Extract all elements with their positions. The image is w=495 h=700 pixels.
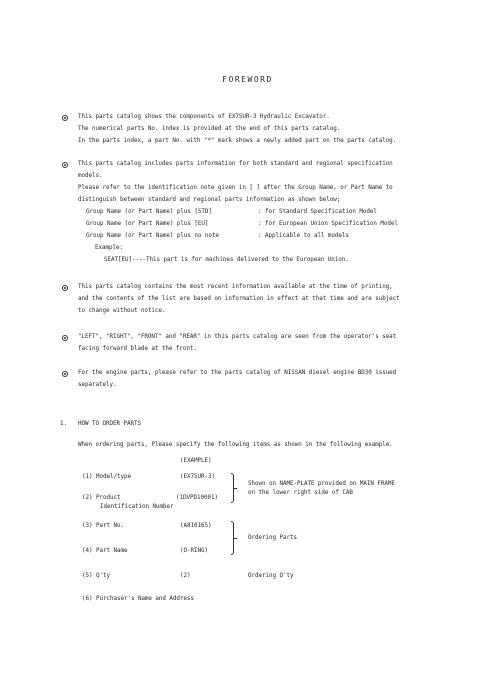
spec-table-left: Group Name (or Part Name) plus [EU] xyxy=(86,221,209,227)
para2-line: distinguish between standard and regional parts information as shown below; xyxy=(78,197,341,203)
item-label: (6) Purchaser's Name and Address xyxy=(82,596,194,602)
spec-table-right: : Applicable to all models xyxy=(258,233,349,239)
section-heading: HOW TO ORDER PARTS xyxy=(78,421,141,427)
note-ordering-qty: Ordering Q'ty xyxy=(248,573,294,579)
para3-line: and the contents of the list are based on information in effect at that time and are subject xyxy=(78,296,400,302)
note-ordering-parts: Ordering Parts xyxy=(248,535,297,541)
para3-line: to change without notice. xyxy=(78,308,166,314)
spec-table-right: : for Standard Specification Model xyxy=(258,209,377,215)
para4-line: "LEFT", "RIGHT", "FRONT" and "REAR" in this parts catalog are seen from the operator's seat xyxy=(78,334,397,340)
item-label: (5) Q'ty xyxy=(82,573,110,579)
para1-line: In the parts index, a part No. with "*" mark shows a newly added part on the parts catalog. xyxy=(78,138,397,144)
item-value: (O-RING) xyxy=(180,548,208,554)
example-label: Example: xyxy=(95,245,123,251)
para4-line: facing forward blade at the front. xyxy=(78,346,197,352)
spec-table-left: Group Name (or Part Name) plus [STD] xyxy=(86,209,212,215)
item-value: (EX75UR-3) xyxy=(180,474,215,480)
bullet-icon xyxy=(62,335,68,341)
para3-line: This parts catalog contains the most recent information available at the time of printing, xyxy=(78,284,393,290)
bullet-icon xyxy=(62,162,68,168)
para2-line: Please refer to the identification note given in [ ] after the Group Name, or Part Name to xyxy=(78,185,393,191)
para5-line: For the engine parts, please refer to the parts catalog of NISSAN diesel engine BD30 issued xyxy=(78,370,397,376)
para1-line: This parts catalog shows the components of EX75UR-3 Hydraulic Excavator. xyxy=(78,114,330,120)
section-intro: When ordering parts, Please specify the following items as shown in the following example. xyxy=(78,442,393,448)
para1-line: The numerical parts No. index is provided at the end of this parts catalog. xyxy=(78,126,341,132)
example-text: SEAT[EU]----This part is for machines delivered to the European Union. xyxy=(104,257,349,263)
page-title: FOREWORD xyxy=(222,75,273,84)
item-value: (2) xyxy=(180,573,191,579)
item-label: Identification Number xyxy=(100,504,174,510)
item-label: (4) Part Name xyxy=(82,548,128,554)
item-value: (1DVPD10001) xyxy=(176,495,218,501)
spec-table-right: : for European Union Specification Model xyxy=(258,221,398,227)
note-name-plate: on the lower right side of CAB xyxy=(248,490,353,496)
example-header: (EXAMPLE) xyxy=(180,458,212,464)
section-number: 1. xyxy=(60,421,67,427)
bullet-icon xyxy=(62,371,68,377)
bullet-icon xyxy=(62,285,68,291)
brace-tip-icon xyxy=(234,538,237,539)
item-label: (3) Part No. xyxy=(82,523,124,529)
item-label: (1) Model/type xyxy=(82,474,131,480)
para2-line: This parts catalog includes parts information for both standard and regional specification xyxy=(78,161,393,167)
bullet-icon xyxy=(62,115,68,121)
spec-table-left: Group Name (or Part Name) plus no note xyxy=(86,233,219,239)
para2-line: models. xyxy=(78,173,103,179)
note-name-plate: Shown on NAME-PLATE provided on MAIN FRAME xyxy=(248,481,395,487)
item-label: (2) Product xyxy=(82,495,121,501)
brace-tip-icon xyxy=(234,488,237,489)
item-value: (A810165) xyxy=(180,523,212,529)
para5-line: separately. xyxy=(78,382,117,388)
